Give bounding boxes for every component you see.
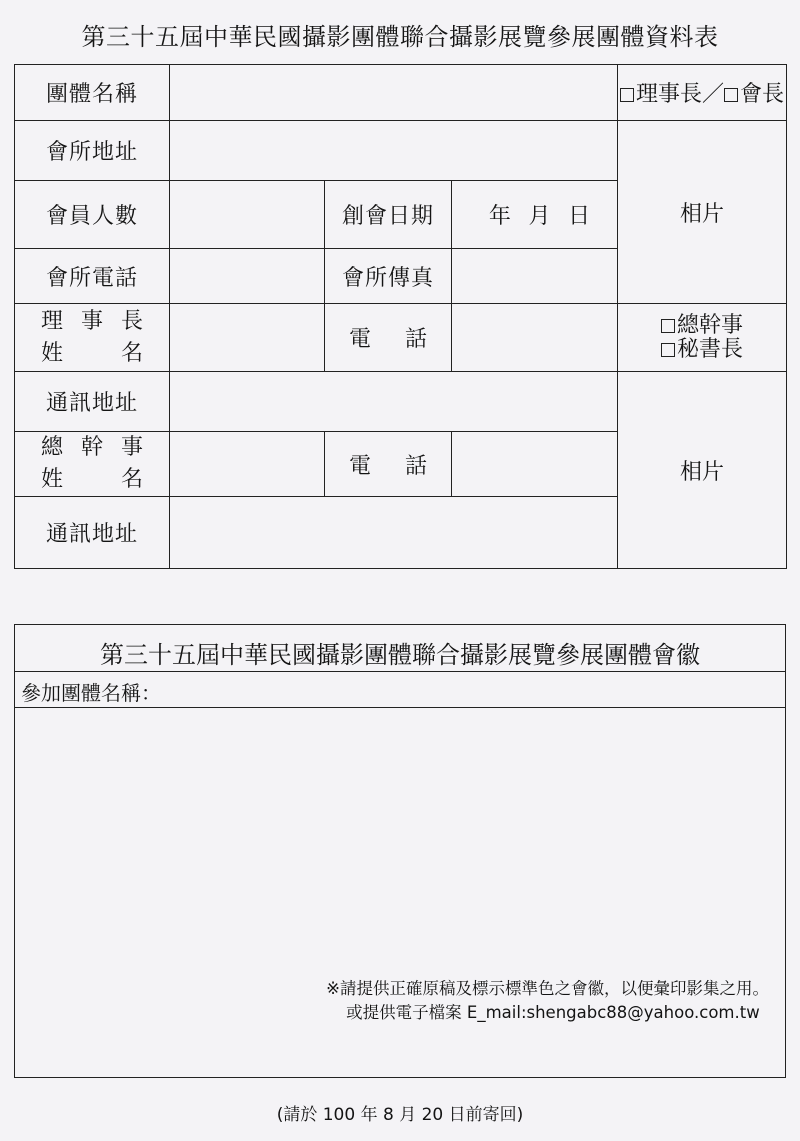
emblem-note-2: 或提供電子檔案 E_mail:shengabc88@yahoo.com.tw bbox=[346, 1003, 760, 1022]
president-checkbox[interactable] bbox=[724, 88, 738, 102]
mail-address-label: 通訊地址 bbox=[15, 372, 170, 432]
head-title-options bbox=[618, 65, 787, 121]
fax-field[interactable] bbox=[452, 249, 618, 304]
chairman-name-label bbox=[15, 304, 170, 372]
photo-label: 相片 bbox=[680, 201, 725, 227]
secretary-general-option-label: 總幹事 bbox=[677, 312, 744, 338]
secretary-name-label bbox=[15, 432, 170, 497]
separator: ／ bbox=[702, 82, 725, 107]
emblem-section bbox=[14, 624, 786, 1078]
secretary-name-field[interactable] bbox=[170, 432, 325, 497]
secretary-general-checkbox[interactable] bbox=[661, 319, 675, 333]
divider bbox=[15, 707, 785, 708]
return-deadline: (請於 100 年 8 月 20 日前寄回) bbox=[276, 1105, 524, 1125]
emblem-title: 第三十五屆中華民國攝影團體聯合攝影展覽參展團體會徽 bbox=[100, 641, 700, 669]
phone-label: 會所電話 bbox=[15, 249, 170, 304]
chairman-name-line1: 理事長 bbox=[41, 308, 143, 334]
chairman-name-field[interactable] bbox=[170, 304, 325, 372]
members-field[interactable] bbox=[170, 181, 325, 249]
secretary-checkbox[interactable] bbox=[661, 343, 675, 357]
chairman-tel-label bbox=[325, 304, 452, 372]
chairman-photo-box bbox=[618, 121, 787, 304]
president-option-label: 會長 bbox=[740, 82, 785, 107]
secretary-tel-label bbox=[325, 432, 452, 497]
photo-label-2: 相片 bbox=[680, 459, 725, 485]
sec-name-line2: 姓名 bbox=[41, 467, 143, 492]
group-info-table bbox=[14, 64, 787, 569]
tel-label: 電話 bbox=[349, 327, 427, 352]
secretary-tel-field[interactable] bbox=[452, 432, 618, 497]
month-label: 月 bbox=[528, 204, 551, 229]
members-label: 會員人數 bbox=[15, 181, 170, 249]
emblem-notes bbox=[326, 977, 769, 1025]
mail-address-label-2: 通訊地址 bbox=[15, 497, 170, 569]
secretary-title-options bbox=[618, 304, 787, 372]
emblem-note-1: ※請提供正確原稿及標示標準色之會徽，以便彙印影集之用。 bbox=[326, 979, 769, 998]
address-field[interactable] bbox=[170, 121, 618, 181]
chairman-tel-field[interactable] bbox=[452, 304, 618, 372]
sec-name-line1: 總幹事 bbox=[41, 435, 143, 460]
address-label: 會所地址 bbox=[15, 121, 170, 181]
secretary-photo-box bbox=[618, 372, 787, 569]
chairman-name-line2: 姓名 bbox=[41, 340, 143, 366]
participant-name-label: 參加團體名稱： bbox=[21, 681, 161, 705]
chairman-option-label: 理事長 bbox=[635, 82, 702, 107]
mail-address-field-2[interactable] bbox=[170, 497, 618, 569]
tel-label-2: 電話 bbox=[349, 453, 427, 479]
group-name-field[interactable] bbox=[170, 65, 618, 121]
phone-field[interactable] bbox=[170, 249, 325, 304]
group-name-label: 團體名稱 bbox=[15, 65, 170, 121]
divider bbox=[15, 671, 785, 672]
founded-label: 創會日期 bbox=[325, 181, 452, 249]
secretary-option-label: 秘書長 bbox=[677, 336, 744, 362]
form-title: 第三十五屆中華民國攝影團體聯合攝影展覽參展團體資料表 bbox=[81, 23, 719, 51]
fax-label: 會所傳真 bbox=[325, 249, 452, 304]
year-label: 年 bbox=[488, 204, 511, 229]
founded-date-field[interactable] bbox=[452, 181, 618, 249]
chairman-checkbox[interactable] bbox=[620, 88, 634, 102]
mail-address-field[interactable] bbox=[170, 372, 618, 432]
day-label: 日 bbox=[568, 204, 591, 229]
